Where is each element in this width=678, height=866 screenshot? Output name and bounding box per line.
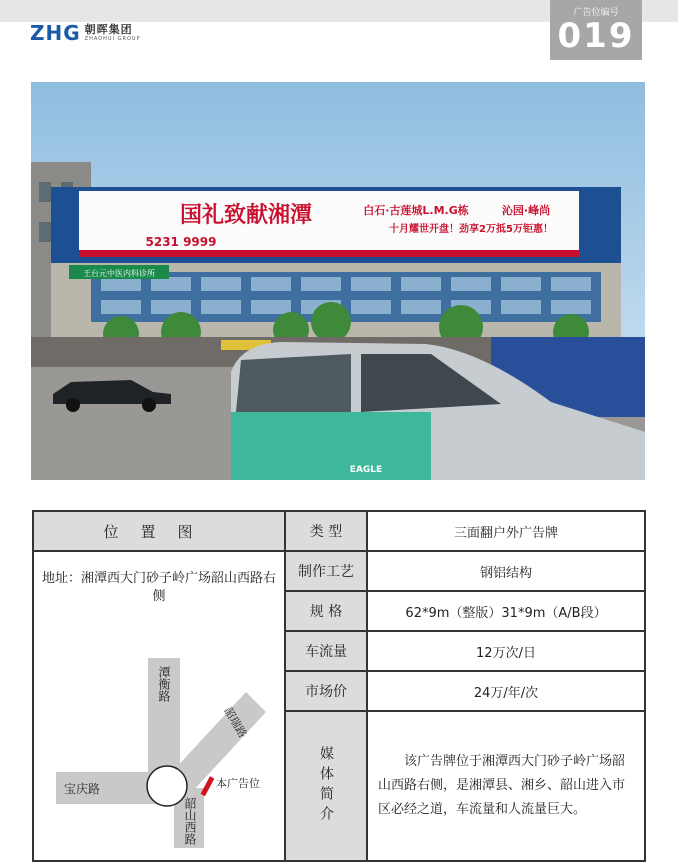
logo-text [85,24,141,43]
traffic-value: 12万次/日 [367,631,645,671]
spec-value: 62*9m（整版）31*9m（A/B段） [367,591,645,631]
billboard-sub2: 沁园·峰尚 [501,204,551,217]
billboard-phone: 5231 9999 [145,235,217,249]
craft-label: 制作工艺 [285,551,367,591]
address-text: 地址：湘潭西大门砂子岭广场韶山西路右侧 [42,571,277,604]
label-road-northeast: 韶瑞路 [221,705,250,741]
van-brand-text: EAGLE [349,465,383,475]
billboard-sub1: 白石·古莲城L.M.G栋 [363,204,469,217]
billboard-headline: 国礼致献湘潭 [179,202,313,228]
billboard-line2: 十月耀世开盘！劲享2万抵5万钜惠！ [389,224,553,235]
ad-code-label: 广告位编号 [573,8,619,18]
company-logo [30,21,141,43]
label-road-west: 宝庆路 [64,782,101,796]
location-map-cell [33,551,285,861]
shop-sign-text: 王台元中医内科诊所 [83,269,155,278]
logo-mark: ZHG [30,21,81,45]
spec-label: 规 格 [285,591,367,631]
ad-code-box [550,0,642,60]
craft-value: 钢铝结构 [367,551,645,591]
ad-code-number: 019 [557,16,635,56]
info-table [32,510,646,862]
road-map [34,612,286,848]
marker-label: 本广告位 [216,777,260,790]
logo-chinese-name: 朝晖集团 [84,23,133,36]
type-label: 类 型 [285,511,367,551]
roundabout [147,766,187,806]
price-label: 市场价 [285,671,367,711]
traffic-label: 车流量 [285,631,367,671]
label-road-north: 潭衡路 [157,666,171,702]
media-intro-text: 该广告牌位于湘潭西大门砂子岭广场韶山西路右侧，是湘潭县、湘乡、韶山进入市区必经之道，车流量和人流量巨大。 [367,711,645,861]
logo-english-name: ZHAOHUI GROUP [84,36,141,42]
billboard-photo [31,82,645,480]
label-road-south: 韶山西路 [183,797,197,845]
type-value: 三面翻户外广告牌 [367,511,645,551]
location-map-header: 位置图 [33,511,285,551]
media-intro-label: 媒体简介 [285,711,367,861]
price-value: 24万/年/次 [367,671,645,711]
